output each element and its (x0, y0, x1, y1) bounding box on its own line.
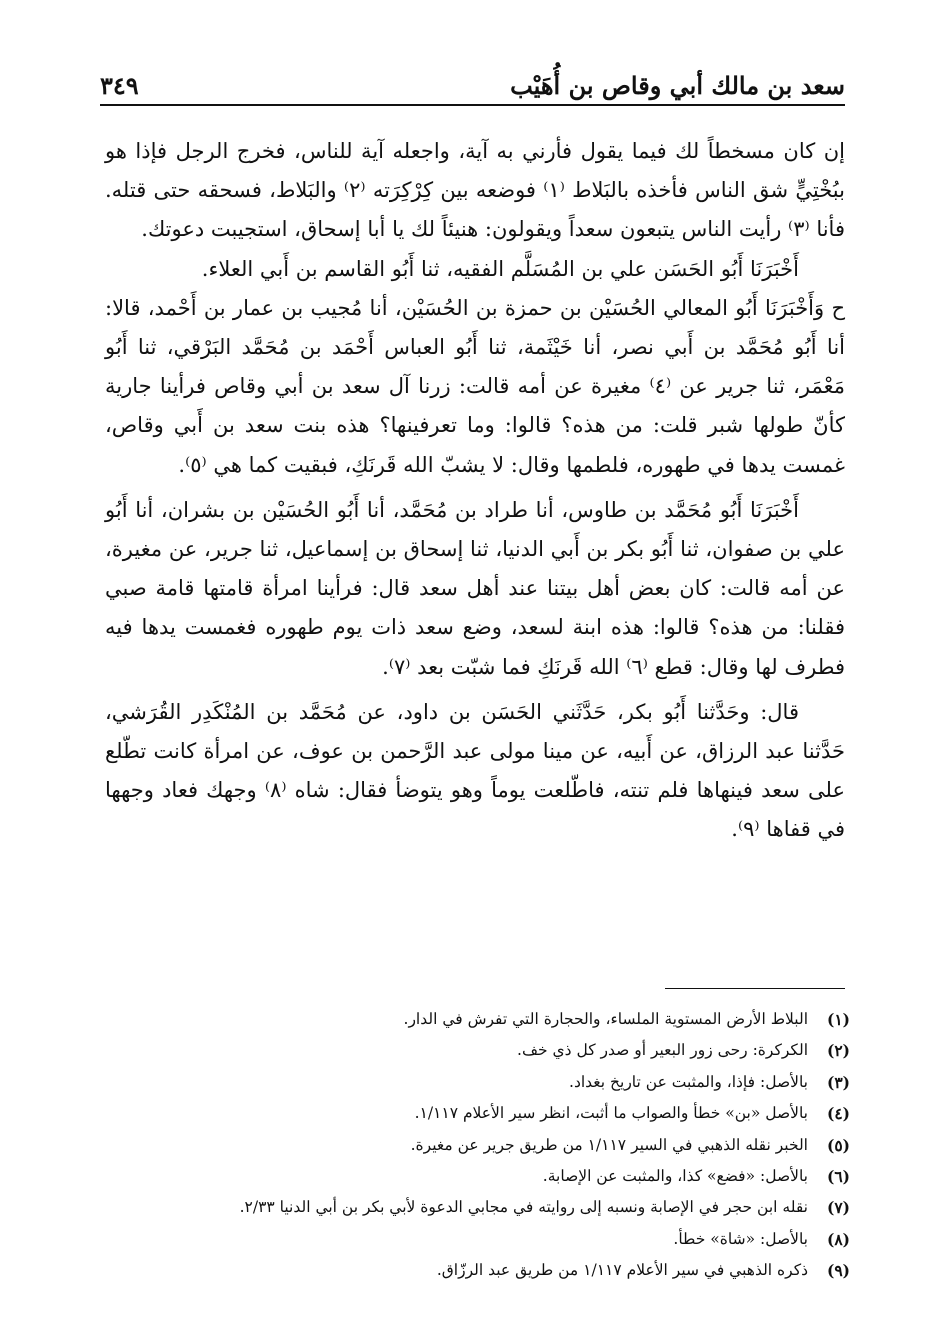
paragraph-3 (105, 289, 845, 485)
text-line: حَدَّثنا عبد الرزاق، عن أَبيه، عن مينا مولى عبد الرَّحمن بن عوف، عن امرأة كانت تطّلع (105, 739, 845, 764)
footnote-text: بالأصل: فإذا، والمثبت عن تاريخ بغداد. (569, 1072, 808, 1091)
footnote-number: (٧) (826, 1198, 850, 1218)
footnote-number: (٦) (826, 1167, 850, 1187)
running-title: سعد بن مالك أبي وقاص بن أُهَيْب (510, 71, 845, 100)
text-line: قال: وحَدَّثنا أَبُو بكر، حَدَّثَني الحَسَن بن داود، عن مُحَمَّد بن المُنْكَدِر القُرَشي، (105, 699, 799, 724)
text-line: أَخْبَرَنَا أَبُو مُحَمَّد بن طاوس، أنا طراد بن مُحَمَّد، أنا أَبُو الحُسَيْن بن بشران، أنا (135, 497, 799, 522)
text-line: في قفاها ⁽٩⁾. (731, 817, 845, 842)
footnote (150, 1067, 850, 1098)
footnote-text: الخبر نقله الذهبي في السير ١/١١٧ من طريق جرير عن مغيرة. (410, 1135, 808, 1154)
footnote (150, 1130, 850, 1161)
footnote-separator (665, 988, 845, 989)
main-text (105, 132, 845, 850)
page-header (100, 60, 845, 100)
text-line: صبي فقلنا: من هذه؟ قالوا: هذه ابنة لسعد، وضع سعد ذات يوم طهوره فغمست يدها (105, 576, 846, 640)
text-line: أَحْمد، قالا: أنا أَبُو مُحَمَّد بن أَبي نصر، أنا خَيْثَمة، ثنا أَبُو العباس أَحْمَد بن مُحَمَّد (105, 295, 845, 360)
text-line: أَخْبَرَنَا أَبُو الحَسَن علي بن المُسَلَّم الفقيه، ثنا أَبُو القاسم بن أَبي العلاء. (201, 256, 799, 281)
text-line: فيه فطرف لها وقال: قطع ⁽٦⁾ الله قَرنَكِ فما شبّت بعد ⁽٧⁾. (105, 615, 845, 679)
paragraph-1 (105, 132, 845, 250)
footnote-number: (٨) (826, 1229, 850, 1249)
footnote-text: بالأصل: «شاة» خطأ. (673, 1229, 808, 1248)
page-number: ٣٤٩ (100, 71, 139, 100)
text-line: البَرْقي، ثنا أَبُو مَعْمَر، ثنا جرير عن ⁽٤⁾ مغيرة عن أمه قالت: زرنا آل سعد بن أبي وقاص (105, 335, 845, 399)
text-line: على سعد فينهاها فلم تنته، فاطّلعت يوماً وهو يتوضأ فقال: شاه ⁽٨⁾ وجهك فعاد وجهها (105, 778, 845, 803)
text-line: فرأينا جارية كأنّ طولها شبر قلت: من هذه؟ قالوا: وما تعرفينها؟ هذه بنت سعد بن أَبي (105, 374, 845, 438)
footnote-number: (٢) (826, 1041, 850, 1061)
text-line: إن كان مسخطاً لك فيما يقول فأرني به آية، واجعله آية للناس، فخرج الرجل فإذا هو (105, 139, 845, 163)
footnote-text: بالأصل «بن» خطأ والصواب ما أثبت، انظر سير الأعلام ١/١١٧. (414, 1104, 808, 1123)
footnote (150, 1098, 850, 1129)
footnote-number: (١) (826, 1010, 850, 1029)
footnote-text: الكركرة: رحى زور البعير أو صدر كل ذي خف. (517, 1041, 808, 1060)
footnotes (150, 1004, 850, 1287)
footnote-number: (٩) (826, 1261, 850, 1281)
footnote-number: (٤) (826, 1104, 850, 1124)
footnote (150, 1255, 850, 1286)
text-line: ح وَأَخْبَرَنَا أَبُو المعالي الحُسَيْن بن حمزة بن الحُسَيْن، أنا مُجيب بن عمار بن (203, 295, 845, 320)
footnote-number: (٣) (826, 1072, 850, 1092)
text-line: ببُخْتِيٍّ شق الناس فأخذه بالبَلاط ⁽١⁾ فوضعه بين كِرْكِرَته ⁽٢⁾ والبَلاط، فسحقه حتى قتله. (105, 178, 845, 203)
text-line: وقاص، غمست يدها في طهوره، فلطمها وقال: لا يشبّ الله قَرنَكِ، فبقيت كما هي ⁽٥⁾. (105, 413, 845, 477)
paragraph-5 (105, 693, 845, 850)
footnote (150, 1004, 850, 1035)
text-line: فأنا ⁽٣⁾ رأيت الناس يتبعون سعداً ويقولون: هنيئاً لك يا أبا إسحاق، استجيبت دعوتك. (141, 217, 845, 242)
footnote-text: بالأصل: «فضع» كذا، والمثبت عن الإصابة. (542, 1167, 808, 1186)
footnote (150, 1192, 850, 1223)
text-line: أَبُو علي بن صفوان، ثنا أَبُو بكر بن أَبي الدنيا، ثنا إسحاق بن إسماعيل، ثنا جرير، عن (105, 497, 845, 562)
text-line: مغيرة، عن أمه قالت: كان بعض أهل بيتنا عند أهل سعد قال: فرأينا امرأة قامتها قامة (105, 537, 845, 601)
footnote-text: البلاط الأرض المستوية الملساء، والحجارة التي تفرش في الدار. (403, 1010, 808, 1028)
footnote (150, 1224, 850, 1255)
paragraph-4 (105, 491, 845, 687)
footnote-text: نقله ابن حجر في الإصابة ونسبه إلى روايته في مجابي الدعوة لأبي بكر بن أبي الدنيا ٢/٣٣. (239, 1198, 808, 1217)
footnote (150, 1035, 850, 1066)
footnote-number: (٥) (826, 1135, 850, 1155)
header-rule (100, 104, 845, 106)
footnote-text: ذكره الذهبي في سير الأعلام ١/١١٧ من طريق عبد الرزّاق. (436, 1261, 808, 1280)
paragraph-2 (105, 250, 845, 289)
footnote (150, 1161, 850, 1192)
